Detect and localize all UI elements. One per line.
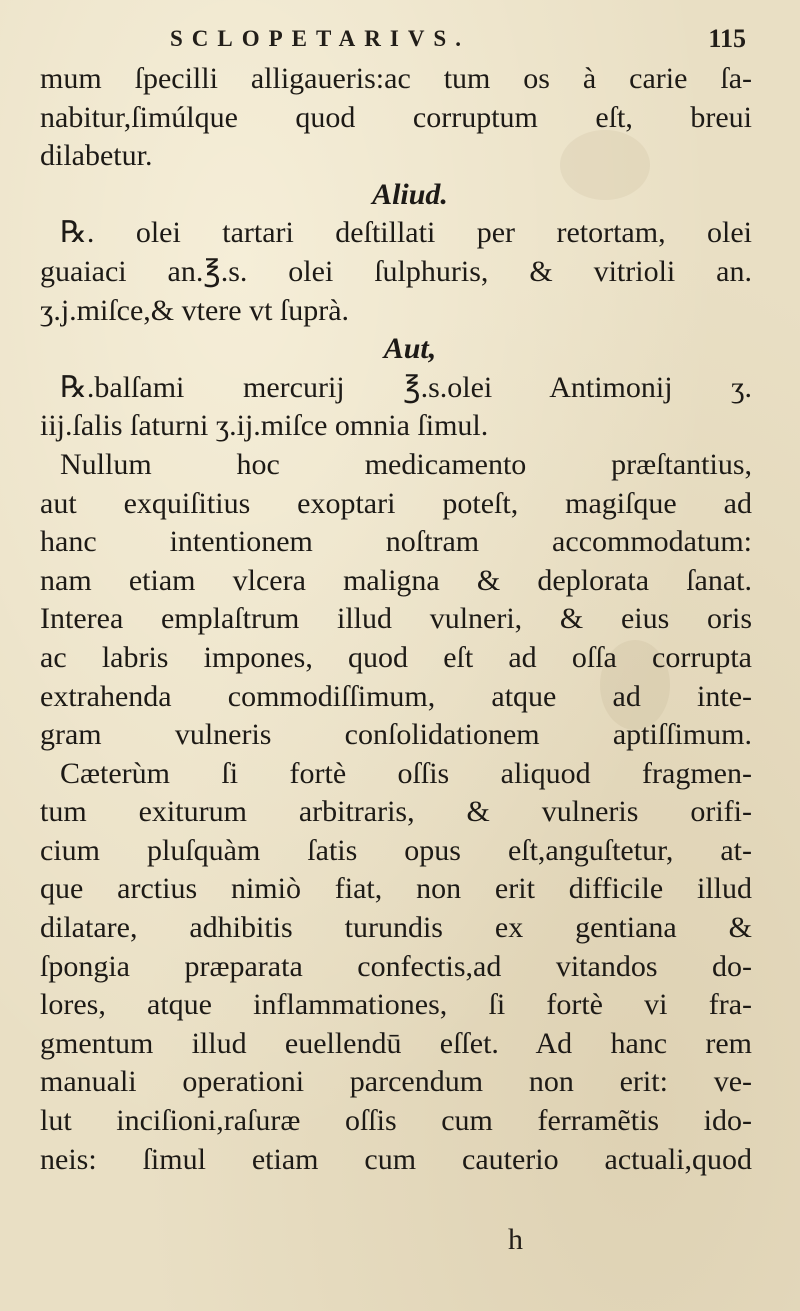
text-line: mum ſpecilli alligaueris:ac tum os à carie ſa-	[40, 62, 752, 95]
page-number: 115	[708, 24, 746, 53]
section-heading-text: Aut,	[383, 332, 437, 366]
text-line: ℞.balſami mercurij ℥.s.olei Antimonij ʒ.	[60, 370, 752, 404]
text-line: manuali operationi parcendum non erit: ve-	[40, 1065, 752, 1099]
text-line: nabitur,ſimúlque quod corruptum eſt, breui	[40, 100, 752, 134]
paragraph-start-line: Cæterùm ſi fortè oſſis aliquod fragmen-	[60, 756, 752, 790]
text-line: ʒ.j.miſce,& vtere vt ſuprà.	[40, 293, 350, 327]
text-line: aut exquiſitius exoptari poteſt, magiſque ad	[40, 486, 752, 520]
text-line: guaiaci an.℥.s. olei ſulphuris, & vitrioli an.	[40, 254, 752, 288]
running-title: SCLOPETARIVS.	[170, 26, 470, 51]
running-header	[40, 22, 752, 58]
signature-mark: h	[508, 1223, 523, 1256]
section-heading-text: Aliud.	[372, 177, 448, 211]
text-line: dilatare, adhibitis turundis ex gentiana &	[40, 911, 752, 945]
text-line: dilabetur.	[40, 139, 153, 173]
paragraph-start-line: Nullum hoc medicamento præſtantius,	[60, 447, 752, 481]
text-line: iij.ſalis ſaturni ʒ.ij.miſce omnia ſimul.	[40, 409, 489, 443]
text-line: Interea emplaſtrum illud vulneri, & eius oris	[40, 602, 752, 636]
text-line: ℞. olei tartari deſtillati per retortam, olei	[60, 216, 752, 250]
text-line: extrahenda commodiſſimum, atque ad inte-	[40, 679, 752, 713]
text-line: cium pluſquàm ſatis opus eſt,anguſtetur, at-	[40, 833, 752, 867]
text-line: nam etiam vlcera maligna & deplorata ſanat.	[40, 563, 752, 597]
text-line: hanc intentionem noſtram accommodatum:	[40, 525, 752, 559]
text-line: ac labris impones, quod eſt ad oſſa corrupta	[40, 640, 752, 674]
text-line: neis: ſimul etiam cum cauterio actuali,quod	[40, 1142, 752, 1176]
text-line: lores, atque inflammationes, ſi fortè vi fra-	[40, 988, 752, 1022]
text-line: gmentum illud euellendū eſſet. Ad hanc rem	[40, 1026, 752, 1060]
text-line: ſpongia præparata confectis,ad vitandos do-	[40, 949, 752, 983]
text-line: tum exiturum arbitraris, & vulneris orifi-	[40, 795, 752, 829]
section-heading	[40, 176, 752, 215]
text-line: lut inciſioni,raſuræ oſſis cum ferramẽtis ido-	[40, 1104, 752, 1138]
section-heading	[40, 330, 752, 369]
text-line: gram vulneris conſolidationem aptiſſimum.	[40, 718, 752, 752]
body-text	[40, 60, 752, 1179]
text-line: que arctius nimiò fiat, non erit difficile illud	[40, 872, 752, 906]
